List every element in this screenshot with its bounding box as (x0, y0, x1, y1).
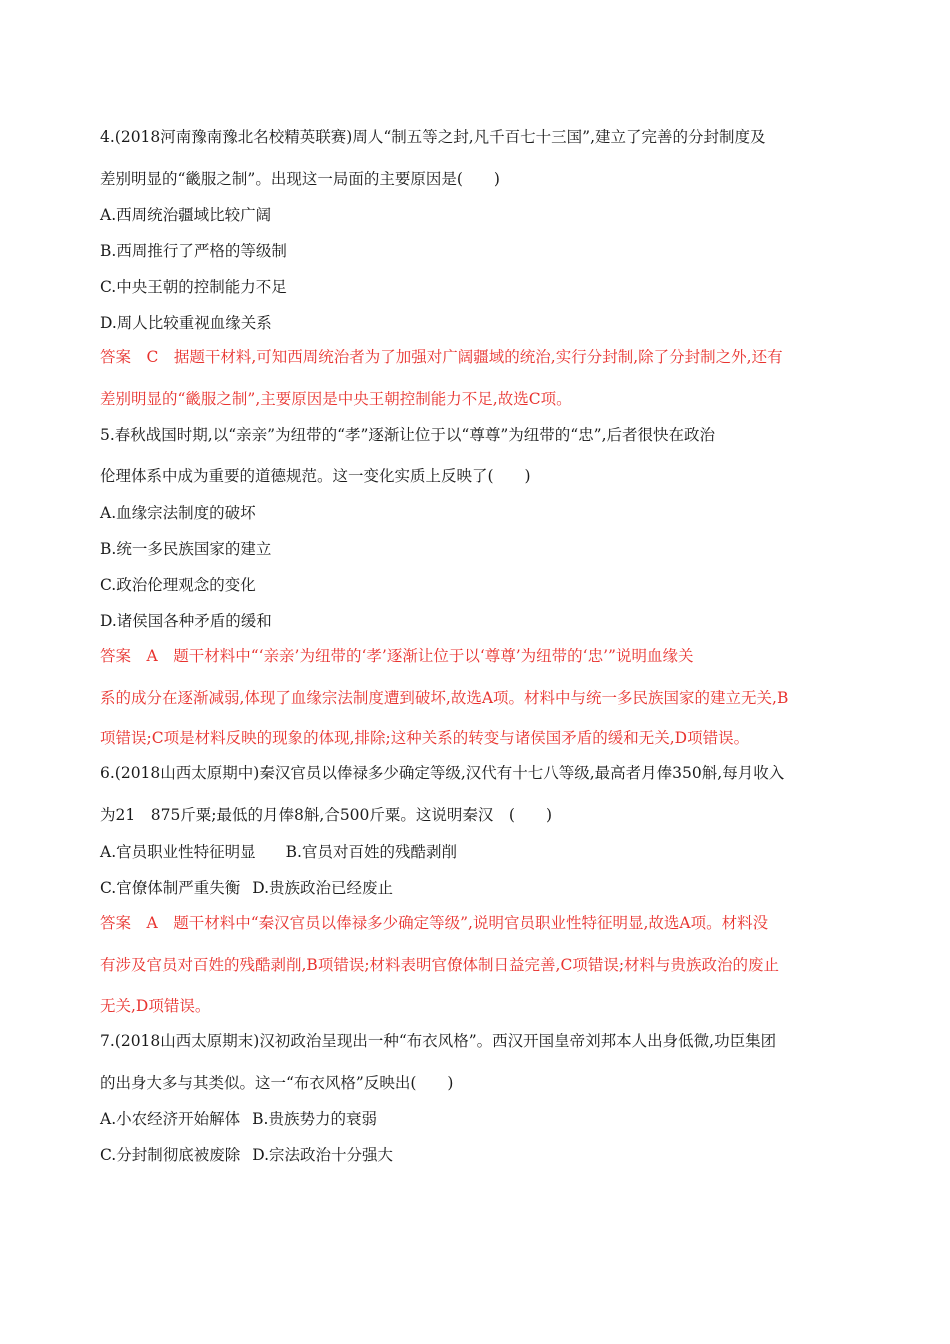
q4-answer-line-1: 答案 C 据题干材料,可知西周统治者为了加强对广阔疆域的统治,实行分封制,除了分封制之外,还有 (100, 348, 783, 366)
q7-option-a: A.小农经济开始解体 (100, 1110, 241, 1128)
q6-options-row-2 (100, 878, 393, 898)
q6-option-c: C.官僚体制严重失衡 (100, 879, 241, 897)
q4-option-d: D.周人比较重视血缘关系 (100, 314, 272, 332)
q6-answer-line-3: 无关,D项错误。 (100, 997, 211, 1015)
q6-option-a: A.官员职业性特征明显 (100, 843, 256, 861)
q4-stem-line-1: 4.(2018河南豫南豫北名校精英联赛)周人“制五等之封,凡千百七十三国”,建立了完善的分封制度及 (100, 128, 766, 146)
q7-stem-line-2: 的出身大多与其类似。这一“布衣风格”反映出( ) (100, 1074, 454, 1092)
q6-option-b: B.官员对百姓的残酷剥削 (285, 843, 457, 861)
q4-answer-line-2: 差别明显的“畿服之制”,主要原因是中央王朝控制能力不足,故选C项。 (100, 390, 572, 408)
q5-answer-line-3: 项错误;C项是材料反映的现象的体现,排除;这种关系的转变与诸侯国矛盾的缓和无关,D项错误。 (100, 729, 750, 747)
q6-stem-line-2: 为21 875斤粟;最低的月俸8斛,合500斤粟。这说明秦汉 ( ) (100, 806, 552, 824)
q6-answer-line-1: 答案 A 题干材料中“秦汉官员以俸禄多少确定等级”,说明官员职业性特征明显,故选A项。材料没 (100, 914, 769, 932)
q7-options-row-2 (100, 1145, 393, 1165)
q5-option-d: D.诸侯国各种矛盾的缓和 (100, 612, 272, 630)
q7-option-d: D.宗法政治十分强大 (252, 1146, 394, 1164)
q7-stem-line-1: 7.(2018山西太原期末)汉初政治呈现出一种“布衣风格”。西汉开国皇帝刘邦本人出身低微,功臣集团 (100, 1032, 777, 1050)
q6-option-d: D.贵族政治已经废止 (252, 879, 394, 897)
q5-option-b: B.统一多民族国家的建立 (100, 540, 272, 558)
q7-option-c: C.分封制彻底被废除 (100, 1146, 241, 1164)
q5-option-a: A.血缘宗法制度的破坏 (100, 504, 256, 522)
q6-options-row-1 (100, 842, 457, 862)
q4-stem-line-2: 差别明显的“畿服之制”。出现这一局面的主要原因是( ) (100, 170, 500, 188)
q6-answer-line-2: 有涉及官员对百姓的残酷剥削,B项错误;材料表明官僚体制日益完善,C项错误;材料与贵族政治的废止 (100, 956, 780, 974)
q4-option-a: A.西周统治疆域比较广阔 (100, 206, 272, 224)
q5-stem-line-1: 5.春秋战国时期,以“亲亲”为纽带的“孝”逐渐让位于以“尊尊”为纽带的“忠”,后者很快在政治 (100, 426, 716, 444)
q6-stem-line-1: 6.(2018山西太原期中)秦汉官员以俸禄多少确定等级,汉代有十七八等级,最高者月俸350斛,每月收入 (100, 764, 785, 782)
q4-option-b: B.西周推行了严格的等级制 (100, 242, 287, 260)
q5-answer-line-2: 系的成分在逐渐减弱,体现了血缘宗法制度遭到破坏,故选A项。材料中与统一多民族国家的建立无关,B (100, 689, 789, 707)
q5-answer-line-1: 答案 A 题干材料中“‘亲亲’为纽带的‘孝’逐渐让位于以‘尊尊’为纽带的‘忠’”说明血缘关 (100, 647, 694, 665)
q4-option-c: C.中央王朝的控制能力不足 (100, 278, 287, 296)
q7-option-b: B.贵族势力的衰弱 (252, 1110, 377, 1128)
q5-stem-line-2: 伦理体系中成为重要的道德规范。这一变化实质上反映了( ) (100, 467, 531, 485)
q5-option-c: C.政治伦理观念的变化 (100, 576, 256, 594)
q7-options-row-1 (100, 1109, 377, 1129)
